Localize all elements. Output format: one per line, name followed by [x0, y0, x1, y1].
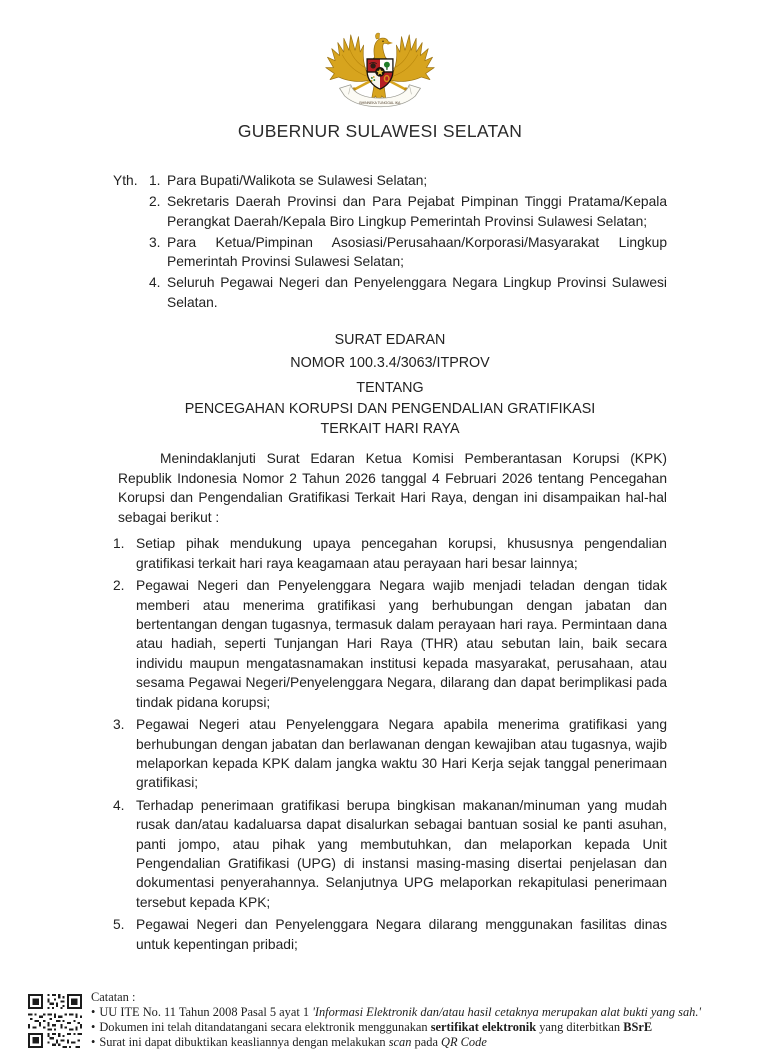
point-number: 1. [113, 536, 125, 552]
note-text: yang diterbitkan [536, 1020, 624, 1035]
footer-notes-label: Catatan : [91, 990, 136, 1004]
bullet: • [91, 1035, 96, 1050]
addressee-text: Seluruh Pegawai Negeri dan Penyelenggara Negara Lingkup Provinsi Sulawesi Selatan. [167, 275, 667, 310]
note-text-bold: BSrE [623, 1020, 653, 1035]
addressee-text: Sekretaris Daerah Provinsi dan Para Pejabat Pimpinan Tinggi Pratama/Kepala Perangkat Daerah/Kepala Biro Lingkup Pemerintah Provinsi Sulawesi Selatan; [167, 194, 667, 229]
list-item [113, 796, 667, 912]
addressee-number: 2. [149, 194, 161, 210]
document-about-label: TENTANG [356, 380, 424, 397]
document-title [113, 331, 667, 439]
pancasila-shield [365, 58, 394, 90]
emblem-motto: BHINNEKA TUNGGAL IKA [359, 101, 401, 106]
footer-notes [91, 990, 728, 1050]
addressee-block [113, 171, 667, 312]
list-item [113, 915, 667, 954]
point-number: 3. [113, 717, 125, 733]
document-subject: PENCEGAHAN KORUPSI DAN PENGENDALIAN GRATIFIKASI [184, 401, 596, 418]
document-subject: TERKAIT HARI RAYA [320, 420, 460, 437]
addressee-number: 1. [149, 173, 161, 188]
document-kind: SURAT EDARAN [334, 332, 446, 349]
note-text-italic: scan [388, 1035, 412, 1050]
page [0, 27, 760, 1051]
page-title: GUBERNUR SULAWESI SELATAN [237, 121, 523, 141]
letter-body [0, 171, 760, 954]
note-text: Surat ini dapat dibuktikan keasliannya dengan melakukan [99, 1035, 389, 1050]
opening-paragraph: Menindaklanjuti Surat Edaran Ketua Komisi Pemberantasan Korupsi (KPK) Republik Indonesia Nomor 2 Tahun 2026 tanggal 4 Februari 2026 tentang Pencegahan Korupsi dan Pengendalian Gratifikasi Terkait Hari Raya, dengan ini disampaikan hal-hal sebagai berikut : [118, 451, 667, 525]
bullet: • [91, 1005, 96, 1020]
footer-note [91, 1020, 728, 1035]
addressee-item [149, 171, 667, 190]
point-text: Pegawai Negeri dan Penyelenggara Negara dilarang menggunakan fasilitas dinas untuk kepentingan pribadi; [136, 917, 667, 952]
list-item [113, 576, 667, 712]
addressee-item [149, 273, 667, 312]
addressee-number: 3. [149, 234, 161, 250]
note-text-italic: 'Informasi Elektronik dan/atau hasil cetaknya merupakan alat bukti yang sah.' [312, 1005, 702, 1020]
point-text: Terhadap penerimaan gratifikasi berupa bingkisan makanan/minuman yang mudah rusak dan/atau kadaluarsa dapat disalurkan sebagai bantuan sosial ke panti asuhan, panti jompo, atau pihak yang membutuhkan, dan melaporkan kepada Unit Pengendalian Gratifikasi (UPG) di instansi masing-masing disertai penjelasan dan dokumentasi penyerahannya. Selanjutnya UPG melaporkan rekapitulasi penerimaan tersebut kepada KPK; [136, 797, 667, 910]
footer-note [91, 1005, 728, 1020]
point-text: Setiap pihak mendukung upaya pencegahan korupsi, khususnya pengendalian gratifikasi terkait hari raya keagamaan atau perayaan hari besar lainnya; [136, 536, 667, 571]
addressee-number: 4. [149, 275, 161, 291]
list-item [113, 715, 667, 793]
garuda-pancasila-emblem [324, 27, 436, 115]
addressee-item [149, 192, 667, 231]
addressee-item [149, 233, 667, 272]
qr-code [28, 994, 82, 1048]
footer [28, 990, 728, 1050]
point-number: 4. [113, 797, 125, 813]
point-number: 2. [113, 578, 125, 594]
addressee-text: Para Bupati/Walikota se Sulawesi Selatan; [167, 173, 428, 188]
note-text: UU ITE No. 11 Tahun 2008 Pasal 5 ayat 1 [99, 1005, 313, 1020]
note-text-bold: sertifikat elektronik [430, 1020, 537, 1035]
point-text: Pegawai Negeri dan Penyelenggara Negara wajib menjadi teladan dengan tidak memberi atau menerima gratifikasi yang berhubungan dengan jabatan dan bertentangan dengan tugasnya, termasuk dalam perayaan hari raya. Permintaan dana atau hadiah, seperti Tunjangan Hari Raya (THR) atau sebutan lain, baik secara individu maupun mengatasnamakan institusi kepada masyarakat, perusahaan, atau sesama Pegawai Negeri/Penyelenggara Negara, dilarang dan dapat berimplikasi pada tindak pidana korupsi; [136, 578, 667, 710]
point-number: 5. [113, 917, 125, 933]
note-text: pada [411, 1035, 442, 1050]
note-text: Dokumen ini telah ditandatangani secara elektronik menggunakan [99, 1020, 431, 1035]
addressee-salutation: Yth. [113, 173, 138, 188]
footer-note [91, 1035, 728, 1050]
points-list [113, 534, 667, 954]
note-text-italic: QR Code [441, 1035, 487, 1050]
garuda-head [374, 33, 393, 59]
document-number: NOMOR 100.3.4/3063/ITPROV [290, 355, 490, 372]
bullet: • [91, 1020, 96, 1035]
addressee-text: Para Ketua/Pimpinan Asosiasi/Perusahaan/Korporasi/Masyarakat Lingkup Pemerintah Provinsi Sulawesi Selatan; [167, 234, 667, 270]
point-text: Pegawai Negeri atau Penyelenggara Negara apabila menerima gratifikasi yang berhubungan dengan jabatan dan berlawanan dengan kewajiban atau tugasnya, wajib melaporkan kepada KPK dalam jangka waktu 30 Hari Kerja sejak tanggal penerimaan gratifikasi; [136, 717, 667, 791]
list-item [113, 534, 667, 573]
